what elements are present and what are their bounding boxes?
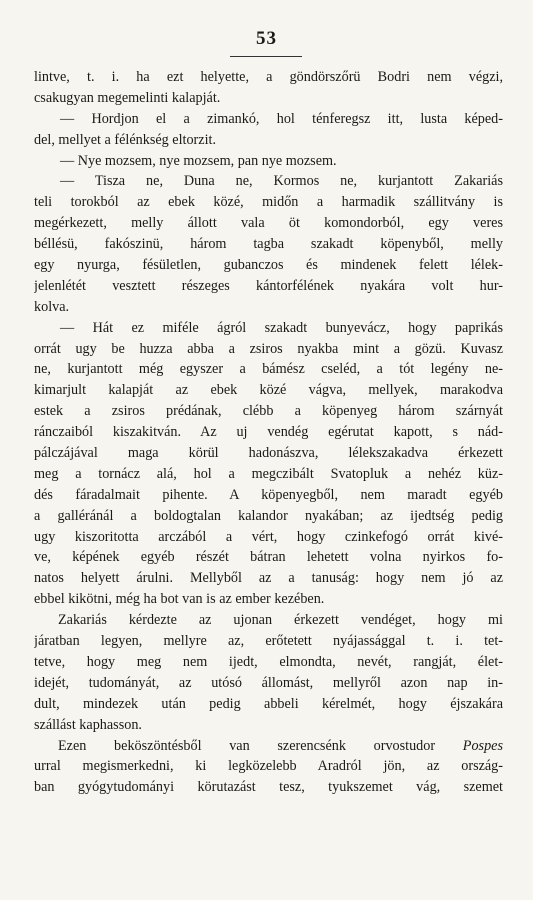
text-line: a galléránál a boldogtalan kalandor nyakában; az ijedtség pedig xyxy=(34,507,503,524)
text-line: teli torokból az ebek közé, midőn a harmadik szállitvány is xyxy=(34,194,503,211)
page-number: 53 xyxy=(256,28,277,49)
text-line: megérkezett, melly állott vala öt komondorból, egy veres xyxy=(34,215,503,232)
text-line: szállást kaphasson. xyxy=(34,716,142,733)
text-line: járatban legyen, mellyre az, erőtetett nyájassággal t. i. tet- xyxy=(34,633,503,650)
text-line: ugy kiszoritotta arczából a vért, hogy czinkefogó orrát kivé- xyxy=(34,528,503,545)
text-line: del, mellyet a félénkség eltorzit. xyxy=(34,131,216,148)
page-body xyxy=(34,67,503,798)
header-rule xyxy=(230,56,302,57)
text-line: orrát ugy be huzza abba a zsiros nyakba mint a gözü. Kuvasz xyxy=(34,340,503,357)
text-line: tetve, hogy meg nem ijedt, elmondta, nevét, rangját, élet- xyxy=(34,653,503,670)
text-line: idejét, tudományát, az utósó állomást, mellyről azon nap in- xyxy=(34,674,503,691)
text-line: dés fáradalmait pihente. A köpenyegből, nem maradt egyéb xyxy=(34,486,503,503)
text-line: dult, mindezek után pedig abbeli kérelmét, hogy éjszakára xyxy=(34,695,503,712)
text-span: Ezen beköszöntésből van szerencsénk orvostudor xyxy=(58,737,463,754)
text-line: ban gyógytudományi körutazást tesz, tyukszemet vág, szemet xyxy=(34,779,503,796)
text-line: pálczájával maga körül hadonászva, lélekszakadva érkezett xyxy=(34,445,503,462)
text-line: estek a zsiros prédának, clébb a köpenyeg három szárnyát xyxy=(34,403,503,420)
text-line: Zakariás kérdezte az ujonan érkezett vendéget, hogy mi xyxy=(58,612,503,629)
text-line: ránczaiból kiszakitván. Az uj vendég egérutat kapott, s nád- xyxy=(34,424,503,441)
text-line: béllésü, fakószinü, három tagba szakadt köpenyből, melly xyxy=(34,236,503,253)
text-line: csakugyan megemelinti kalapját. xyxy=(34,89,221,106)
text-line: meg a tornácz alá, hol a megczibált Svatopluk a nehéz küz- xyxy=(34,465,503,482)
text-line: ve, képének egyéb részét bátran lehetett volna nyirkos fo- xyxy=(34,549,503,566)
person-name: Pospes xyxy=(462,737,503,754)
text-line: ne, kurjantott még egyszer a bámész cseléd, a tót legény ne- xyxy=(34,361,503,378)
text-line: — Nye mozsem, nye mozsem, pan nye mozsem. xyxy=(60,152,337,169)
text-line: kolva. xyxy=(34,298,70,315)
text-line: natos helyett árulni. Mellyből az a tanuság: hogy nem jó az xyxy=(34,570,503,587)
text-line: — Hordjon el a zimankó, hol ténferegsz itt, lusta képed- xyxy=(60,110,503,127)
text-line: egy nyurga, fésületlen, gubanczos és mindenek felett lélek- xyxy=(34,257,503,274)
text-line xyxy=(34,736,503,757)
text-line: jelenlétét vesztett részeges kántorfélének nyakára volt hur- xyxy=(34,277,503,294)
text-line: lintve, t. i. ha ezt helyette, a göndörszőrü Bodri nem végzi, xyxy=(34,69,503,85)
text-line: kimarjult kalapját az ebek közé vágva, mellyek, marakodva xyxy=(34,382,503,399)
text-line: urral megismerkedni, ki legközelebb Aradról jön, az ország- xyxy=(34,758,503,775)
text-line: — Tisza ne, Duna ne, Kormos ne, kurjantott Zakariás xyxy=(60,173,503,190)
text-line: ebbel kikötni, még ha bot van is az ember kezében. xyxy=(34,591,325,608)
text-line: — Hát ez miféle ágról szakadt bunyevácz, hogy paprikás xyxy=(60,319,503,336)
